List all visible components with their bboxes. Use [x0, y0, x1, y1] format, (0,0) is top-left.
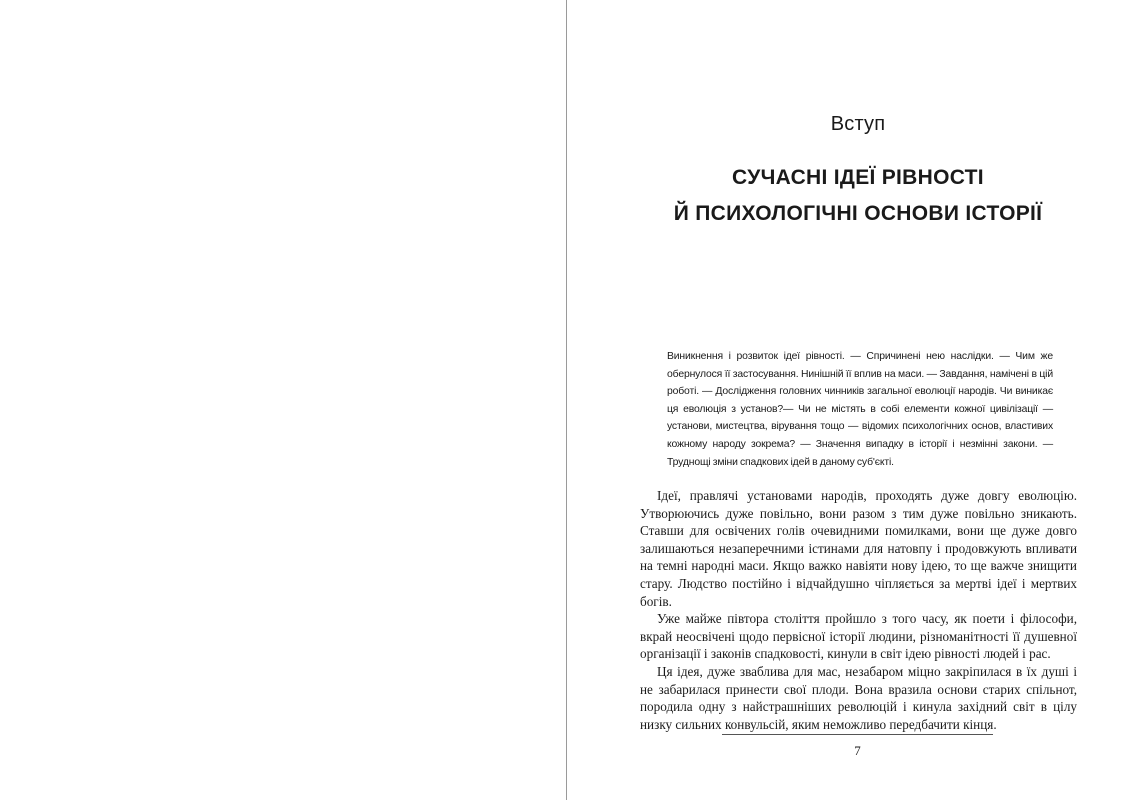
chapter-title-line-2: Й ПСИХОЛОГІЧНІ ОСНОВИ ІСТОРІЇ — [673, 202, 1043, 225]
chapter-label: Вступ — [830, 113, 886, 135]
paragraph: Уже майже півтора століття пройшло з того часу, як поети і філософи, вкрай неосвічені щодо первісної історії людини, різноманітності її душевної організації і законів спадковості, кинули в світ ідею рівності людей і рас. — [640, 611, 1077, 662]
footer-rule — [722, 734, 993, 735]
page-number: 7 — [854, 743, 861, 758]
chapter-title — [567, 160, 1131, 232]
right-page — [567, 0, 1131, 800]
body-text — [640, 487, 1077, 733]
paragraph: Ця ідея, дуже зваблива для мас, незабаром міцно закріпилася в їх душі і не забарилася принести свої плоди. Вона вразила основи старих спільнот, породила одну з найстрашніших революцій і кинула західний світ в цілу низку сильних конвульсій, яким неможливо передбачити кінця. — [640, 663, 1077, 732]
chapter-title-line-1: СУЧАСНІ ІДЕЇ РІВНОСТІ — [732, 166, 984, 189]
paragraph: Ідеї, правлячі установами народів, проходять дуже довгу еволюцію. Утворюючись дуже повільно, вони разом з тим дуже повільно зникають. Ставши для освічених голів очевидними помилками, вони ще дуже довго залишаються незаперечними істинами для натовпу і продовжують впливати на темні народні маси. Якщо важко навіяти нову ідею, то ще важче знищити стару. Людство постійно і відчайдушно чіпляється за мертві ідеї і мертвих богів. — [640, 488, 1077, 609]
chapter-summary: Виникнення і розвиток ідеї рівності. — Спричинені нею наслідки. — Чим же обернулося її застосування. Нинішній її вплив на маси. — Завдання, намічені в цій роботі. — Дослідження головних чинників загальної еволюції народів. Чи виникає ця еволюція з установ?— Чи не містять в собі елементи кожної цивілізації — установи, мистецтва, вірування тощо — відомих психологічних основ, властивих кожному народу зокрема? — Значення випадку в історії і незмінні закони. — Труднощі зміни спадкових ідей в даному суб'єкті. — [667, 351, 1053, 468]
